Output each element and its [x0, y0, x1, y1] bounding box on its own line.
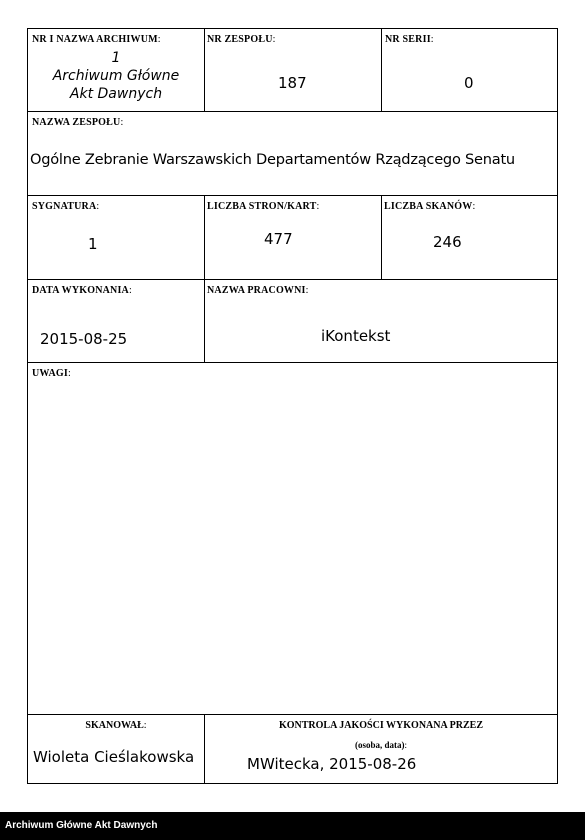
- signature-cell: [28, 196, 204, 279]
- studio-label: NAZWA PRACOWNI:: [207, 285, 309, 296]
- archive-name: [28, 49, 204, 103]
- fonds-number-label: NR ZESPOŁU:: [207, 34, 276, 45]
- series-number-cell: [382, 29, 557, 111]
- fonds-number-value: 187: [278, 74, 307, 92]
- series-number-label: NR SERII:: [385, 34, 434, 45]
- scans-value: 246: [433, 233, 462, 251]
- pages-value: 477: [264, 230, 293, 248]
- notes-label: UWAGI:: [32, 368, 71, 379]
- fonds-number-cell: [205, 29, 381, 111]
- date-value: 2015-08-25: [40, 330, 128, 348]
- signature-label: SYGNATURA:: [32, 201, 100, 212]
- quality-control-value: MWitecka, 2015-08-26: [247, 755, 417, 773]
- series-number-value: 0: [464, 74, 474, 92]
- archive-number: 1: [111, 50, 121, 66]
- archive-label: NR I NAZWA ARCHIWUM:: [32, 34, 161, 45]
- archive-name-line1: Archiwum Główne: [52, 68, 180, 84]
- date-cell: [28, 280, 204, 362]
- pages-label: LICZBA STRON/KART:: [207, 201, 320, 212]
- archive-cell: [28, 29, 204, 111]
- quality-control-cell: [205, 715, 557, 784]
- notes-cell: [28, 363, 557, 714]
- scans-cell: [382, 196, 557, 279]
- metadata-form: [27, 28, 558, 784]
- scanned-by-cell: [28, 715, 204, 784]
- archive-name-line2: Akt Dawnych: [69, 86, 163, 102]
- fonds-name-value: Ogólne Zebranie Warszawskich Departamentów Rządzącego Senatu: [30, 151, 515, 168]
- footer-bar: Archiwum Główne Akt Dawnych: [0, 812, 585, 840]
- quality-control-label: KONTROLA JAKOŚCI WYKONANA PRZEZ: [278, 720, 483, 731]
- pages-cell: [205, 196, 381, 279]
- scanned-by-value: Wioleta Cieślakowska: [33, 748, 195, 766]
- quality-control-sublabel: (osoba, data):: [354, 740, 408, 750]
- scanned-by-label: SKANOWAŁ:: [85, 720, 147, 731]
- date-label: DATA WYKONANIA:: [32, 285, 132, 296]
- fonds-name-cell: [28, 112, 557, 195]
- scans-label: LICZBA SKANÓW:: [384, 201, 476, 212]
- signature-value: 1: [88, 235, 98, 253]
- fonds-name-label: NAZWA ZESPOŁU:: [32, 117, 124, 128]
- studio-value: iKontekst: [321, 327, 391, 345]
- studio-cell: [205, 280, 557, 362]
